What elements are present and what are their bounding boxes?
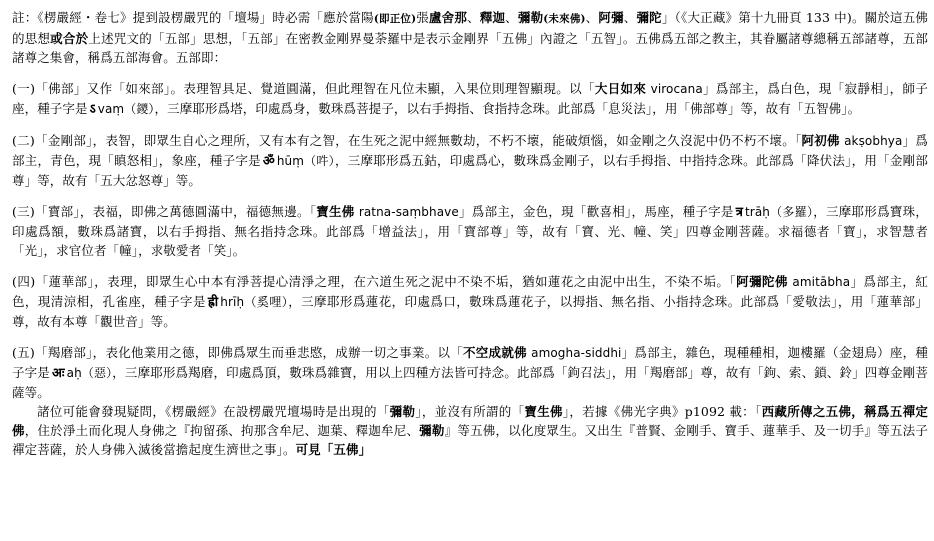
seed-syllable-roman: trāḥ（多羅） xyxy=(744,205,814,219)
closing-text: 」，若據《佛光字典》p1092 載：「 xyxy=(562,404,762,419)
sanskrit-name: amogha-siddhi xyxy=(531,346,622,360)
section-text: 」爲部主，青色，現「瞋怒相」，象座，種子字是 xyxy=(12,133,928,168)
separator: 、 xyxy=(505,10,518,25)
seed-syllable-glyph: अः xyxy=(51,366,65,381)
seed-syllable-glyph: त्र xyxy=(735,205,743,220)
section-ratna-family xyxy=(12,202,928,260)
sanskrit-name: akṣobhya xyxy=(844,134,903,148)
section-text: 」爲部主，爲白色，現「寂靜相」，師子座，種子字是 xyxy=(12,81,928,116)
section-text: ，三摩耶形爲寶珠，印處爲額，數珠爲諸寶，以右手拇指、無名指持念珠。此部爲「增益法」，用「寶部尊」等，故有「寶、光、幢、笑」四尊金剛菩薩。求福德者「寶」，求智慧者「光」，求官位者「幢」，求敬愛者「笑」。 xyxy=(12,204,928,258)
section-text: ，三摩耶形爲五鈷，印處爲心，數珠爲金剛子，以右手拇指、中指持念珠。此部爲「降伏法」，用「金剛部尊」等，故有「五大忿怒尊」等。 xyxy=(12,153,928,188)
lord-name: 不空成就佛 xyxy=(463,345,527,360)
section-text: ，三摩耶形爲羯磨，印處爲頂，數珠爲雜寶，用以上四種方法皆可持念。此部爲「鉤召法」，用「羯磨部」尊，故有「鉤、索、鎖、鈴」四尊金剛菩薩等。 xyxy=(12,365,928,400)
lord-name: 大日如來 xyxy=(594,81,647,96)
section-vajra-family xyxy=(12,131,928,190)
closing-bold: 西藏所傳之五佛，稱爲五禪定佛 xyxy=(12,404,928,438)
buddha-name-4: 阿彌 xyxy=(598,10,624,25)
section-text: ，三摩耶形爲塔，印處爲身，數珠爲菩提子，以右手拇指、食指持念珠。此部爲「息災法」，用「佛部尊」等，故有「五智佛」。 xyxy=(154,101,861,116)
section-karma-family xyxy=(12,343,928,402)
section-text: 」爲部主，雜色，現種種相，迦樓羅（金翅鳥）座，種子字是 xyxy=(12,345,928,380)
note-small-1: (即正位) xyxy=(373,13,417,25)
section-text: (一)「佛部」又作「如來部」。表理智具足、覺道圓滿，但此理智在凡位未顯，入果位則理智顯現。以「 xyxy=(12,81,595,96)
closing-text: 」，並沒有所謂的「 xyxy=(415,404,525,419)
closing-text: ，住於淨土而化現人身佛之『拘留孫、拘那含牟尼、迦葉、釋迦牟尼、 xyxy=(24,423,420,438)
intro-note xyxy=(12,8,928,67)
closing-bold: 寶生佛 xyxy=(524,404,563,419)
closing-bold: 彌勒 xyxy=(419,423,445,438)
separator: 、 xyxy=(585,10,599,25)
seed-syllable-roman: hrīḥ（奚哩） xyxy=(220,295,289,309)
seed-syllable-roman: aḥ（惡） xyxy=(66,366,113,380)
closing-text: 諸位可能會發現疑問，《楞嚴經》在設楞嚴咒壇場時是出現的「 xyxy=(37,404,390,419)
lord-name: 阿初佛 xyxy=(801,133,840,148)
section-text: (三)「寶部」，表福，即佛之萬德圓滿中，福德無邊。「 xyxy=(12,204,317,219)
section-text: ，三摩耶形爲蓮花，印處爲口，數珠爲蓮花子，以拇指、無名指、小指持念珠。此部爲「愛敬法」，用「蓮華部」尊，故有本尊「觀世音」等。 xyxy=(12,294,928,329)
buddha-name-3: 彌勒 xyxy=(517,10,544,25)
separator: 、 xyxy=(623,10,637,25)
closing-bold: 可見「五佛」 xyxy=(295,442,372,457)
closing-bold: 彌勒 xyxy=(389,404,416,419)
section-text: 」爲部主，金色，現「歡喜相」，馬座，種子字是 xyxy=(458,204,734,219)
buddha-name-2: 釋迦 xyxy=(479,10,506,25)
section-text: (四)「蓮華部」，表理，即眾生心中本有淨菩提心清淨之理，在六道生死之泥中不染不垢，猶如蓮花之由泥中出生，不染不垢。「 xyxy=(12,274,737,289)
buddha-name-1: 盧舍那 xyxy=(428,10,468,25)
sanskrit-name: virocana xyxy=(650,82,703,96)
lord-name: 寶生佛 xyxy=(316,204,355,219)
note-text-1: 註：《楞嚴經・卷七》提到設楞嚴咒的「壇場」時必需「應於當陽 xyxy=(12,10,374,25)
section-text: (二)「金剛部」，表智，即眾生自心之理所，又有本有之智，在生死之泥中經無數劫，不朽不壞，能破煩惱，如金剛之久沒泥中仍不朽不壞。「 xyxy=(12,133,802,148)
separator: 、 xyxy=(467,10,480,25)
note-small-2: (未來佛) xyxy=(543,13,586,25)
sanskrit-name: ratna-saṃbhave xyxy=(358,205,459,219)
section-buddha-family xyxy=(12,79,928,119)
seed-syllable-glyph: ऽ xyxy=(89,102,96,117)
seed-syllable-glyph: ॐ xyxy=(262,154,275,169)
note-text-3: 」（《大正藏》第十九冊頁 133 中)。關於這五佛的思想 xyxy=(12,10,929,46)
section-padma-family xyxy=(12,272,928,331)
buddha-name-5: 彌陀 xyxy=(636,10,662,25)
note-bold-phrase: 或合於 xyxy=(50,31,89,46)
seed-syllable-glyph: ह्री xyxy=(207,295,219,310)
seed-syllable-roman: vaṃ（鑁） xyxy=(97,102,155,116)
section-text: 」爲部主，紅色，現清涼相，孔雀座，種子字是 xyxy=(12,274,928,309)
note-text-4: 上述咒文的「五部」思想，「五部」在密教金剛界曼荼羅中是表示金剛界「五佛」內證之「五智」。五佛爲五部之教主，其眷屬諸尊總稱五部諸尊，五部諸尊之集會，稱爲五部海會。五部即： xyxy=(12,31,928,65)
section-text: (五)「羯磨部」，表化他業用之德，即佛爲眾生而垂悲愍，成辦一切之事業。以「 xyxy=(12,345,464,360)
lord-name: 阿彌陀佛 xyxy=(736,274,788,289)
closing-text: 』等五佛，以化度眾生。又出生『普賢、金剛手、寶手、蓮華手、及一切手』等五法子禪定菩薩，於人身佛入滅後當擔起度生濟世之事」。 xyxy=(12,423,928,457)
closing-paragraph xyxy=(12,402,928,459)
sanskrit-name: amitābha xyxy=(792,275,851,289)
note-text-2: 張 xyxy=(416,10,429,25)
seed-syllable-roman: hūṃ（吽） xyxy=(276,154,335,168)
